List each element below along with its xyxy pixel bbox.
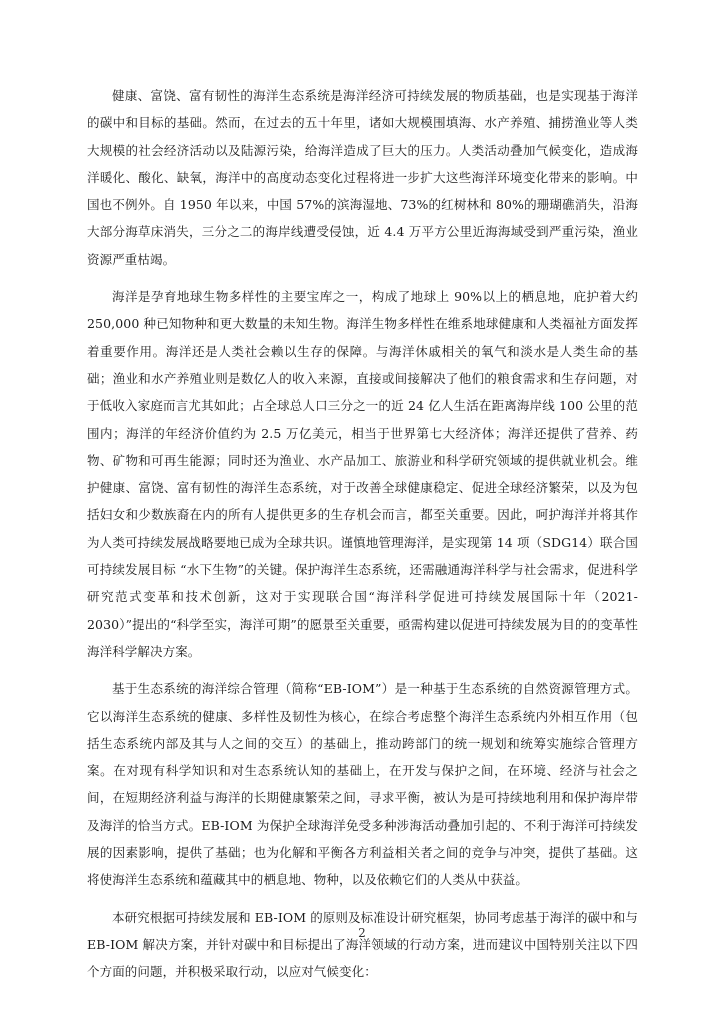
paragraph-eb-iom-definition: 基于生态系统的海洋综合管理（简称“EB-IOM”）是一种基于生态系统的自然资源管理方式。它以海洋生态系统的健康、多样性及韧性为核心，在综合考虑整个海洋生态系统内外相互作用（包括生态系统内部及其与人之间的交互）的基础上，推动跨部门的统一规划和统筹实施综合管理方案。在对现有科学知识和对生态系统认知的基础上，在开发与保护之间，在环境、经济与社会之间，在短期经济利益与海洋的长期健康繁荣之间，寻求平衡，被认为是可持续地利用和保护海岸带及海洋的恰当方式。EB-IOM 为保护全球海洋免受多种涉海活动叠加引起的、不利于海洋可持续发展的因素影响，提供了基础；也为化解和平衡各方利益相关者之间的竞争与冲突，提供了基础。这将使海洋生态系统和蕴藏其中的栖息地、物种，以及依赖它们的人类从中获益。: [87, 681, 638, 888]
page-number: 2: [358, 926, 366, 940]
document-body: [87, 82, 638, 996]
paragraph-research-framework: 本研究根据可持续发展和 EB-IOM 的原则及标准设计研究框架，协同考虑基于海洋的碳中和与 EB-IOM 解决方案，并针对碳中和目标提出了海洋领域的行动方案，进而建议中国特别关注以下四个方面的问题，并积极采取行动，以应对气候变化：: [87, 909, 638, 980]
paragraph-ocean-ecosystem-pressure: 健康、富饶、富有韧性的海洋生态系统是海洋经济可持续发展的物质基础，也是实现基于海洋的碳中和目标的基础。然而，在过去的五十年里，诸如大规模围填海、水产养殖、捕捞渔业等人类大规模的社会经济活动以及陆源污染，给海洋造成了巨大的压力。人类活动叠加气候变化，造成海洋暖化、酸化、缺氧，海洋中的高度动态变化过程将进一步扩大这些海洋环境变化带来的影响。中国也不例外。自 1950 年以来，中国 57%的滨海湿地、73%的红树林和 80%的珊瑚礁消失，沿海大部分海草床消失，三分之二的海岸线遭受侵蚀，近 4.4 万平方公里近海海域受到严重污染，渔业资源严重枯竭。: [87, 88, 638, 267]
paragraph-ocean-biodiversity: 海洋是孕育地球生物多样性的主要宝库之一，构成了地球上 90%以上的栖息地，庇护着大约 250,000 种已知物种和更大数量的未知生物。海洋生物多样性在维系地球健康和人类福祉方面发挥着重要作用。海洋还是人类社会赖以生存的保障。与海洋休戚相关的氧气和淡水是人类生命的基础；渔业和水产养殖业则是数亿人的收入来源，直接或间接解决了他们的粮食需求和生存问题，对于低收入家庭而言尤其如此；占全球总人口三分之一的近 24 亿人生活在距离海岸线 100 公里的范围内；海洋的年经济价值约为 2.5 万亿美元，相当于世界第七大经济体；海洋还提供了营养、药物、矿物和可再生能源；同时还为渔业、水产品加工、旅游业和科学研究领域的提供就业机会。维护健康、富饶、富有韧性的海洋生态系统，对于改善全球健康稳定、促进全球经济繁荣，以及为包括妇女和少数族裔在内的所有人提供更多的生存机会而言，都至关重要。因此，呵护海洋并将其作为人类可持续发展战略要地已成为全球共识。谨慎地管理海洋，是实现第 14 项（SDG14）联合国可持续发展目标 “水下生物”的关键。保护海洋生态系统，还需融通海洋科学与社会需求，促进科学研究范式变革和技术创新，这对于实现联合国“海洋科学促进可持续发展国际十年（2021-2030）”提出的“科学至实，海洋可期”的愿景至关重要，亟需构建以促进可持续发展为目的的变革性海洋科学解决方案。: [87, 289, 638, 659]
